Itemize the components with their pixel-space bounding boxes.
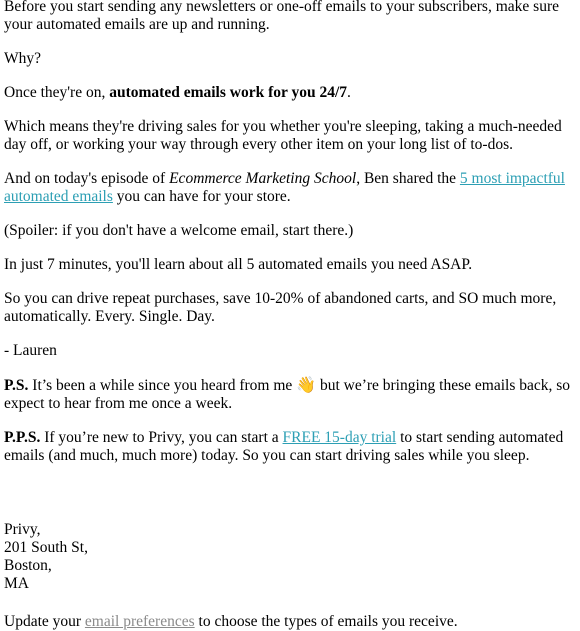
minutes-paragraph: In just 7 minutes, you'll learn about all 5 automated emails you need ASAP. [4,256,473,273]
ps-text-b: but we’re bringing these emails back, so expect to hear from me once a week. [4,377,571,412]
automated-emails-suffix: . [347,84,351,101]
email-preferences-link[interactable]: email preferences [84,613,195,630]
why-paragraph: Why? [4,50,42,67]
ps-paragraph [4,376,576,413]
signature: - Lauren [4,342,57,359]
free-trial-link[interactable]: FREE 15-day trial [282,429,397,446]
pps-label: P.P.S. [4,429,41,446]
intro-paragraph: Before you start sending any newsletters or one-off emails to your subscribers, make sure your automated emails are up and running. [4,0,559,33]
episode-paragraph [4,170,576,206]
episode-suffix: you can have for your store. [112,188,291,205]
repeat-purchases-paragraph: So you can drive repeat purchases, save 10-20% of abandoned carts, and SO much more, automatically. Every. Single. Day. [4,290,557,325]
pps-text-a: If you’re new to Privy, you can start a [40,429,283,446]
footer-state: MA [4,575,29,592]
waving-hand-icon: 👋 [296,375,317,394]
podcast-title: Ecommerce Marketing School [169,170,357,187]
automated-emails-prefix: Once they're on, [4,84,110,101]
spoiler-paragraph: (Spoiler: if you don't have a welcome email, start there.) [4,222,354,239]
footer-city: Boston, [4,557,52,574]
episode-prefix: And on today's episode of [4,170,170,187]
pps-paragraph [4,429,576,465]
driving-sales-paragraph: Which means they're driving sales for you whether you're sleeping, taking a much-needed day off, or working your way through every other item on your long list of to-dos. [4,118,562,153]
impactful-emails-link[interactable]: 5 most impactful automated emails [4,170,565,205]
ps-label: P.S. [4,377,29,394]
spacer [4,481,576,521]
ps-text-a: It’s been a while since you heard from me [28,377,297,394]
footer-company: Privy, [4,521,41,538]
automated-emails-bold: automated emails work for you 24/7 [109,84,348,101]
footer-street: 201 South St, [4,539,88,556]
preferences-suffix: to choose the types of emails you receive. [194,613,458,630]
episode-mid: , Ben shared the [356,170,460,187]
footer-address [4,521,576,593]
automated-emails-paragraph [4,84,576,102]
pps-text-b: to start sending automated emails (and much, much more) today. So you can start driving sales while you sleep. [4,429,564,464]
preferences-prefix: Update your [4,613,85,630]
